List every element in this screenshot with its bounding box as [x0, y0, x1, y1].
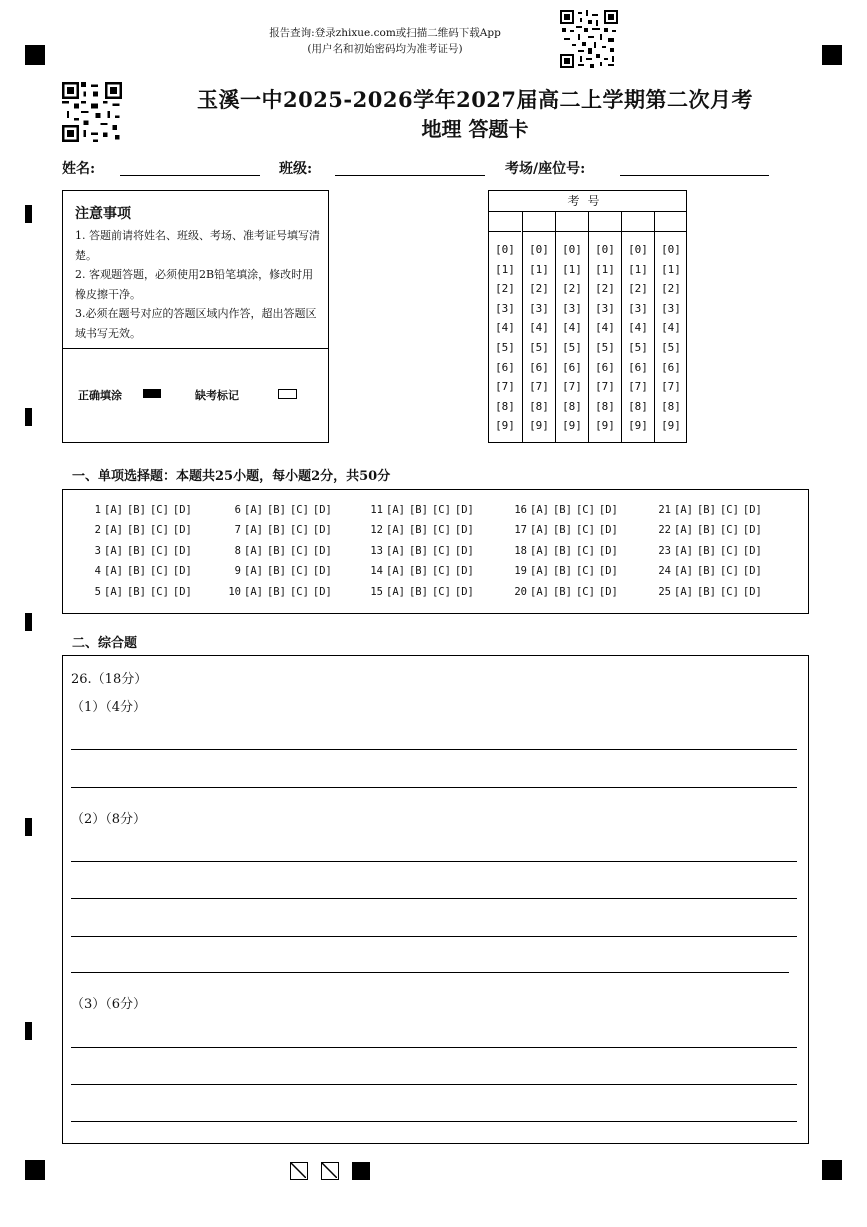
- choice-bubble[interactable]: [C]: [431, 524, 451, 536]
- exam-number-box: [488, 190, 687, 443]
- answer-line[interactable]: [71, 1047, 797, 1048]
- choice-bubble[interactable]: [A]: [674, 545, 693, 557]
- choice-bubble[interactable]: [C]: [289, 524, 309, 536]
- choice-bubble[interactable]: [A]: [104, 545, 123, 557]
- choice-question-row: [83, 586, 196, 598]
- choice-bubble[interactable]: [D]: [312, 565, 332, 577]
- exam-digit-bubble[interactable]: [0]: [595, 243, 615, 256]
- exam-digit-bubble[interactable]: [2]: [562, 282, 582, 296]
- exam-digit-bubble[interactable]: [8]: [495, 399, 515, 413]
- corner-mark-top-right: [822, 45, 842, 65]
- choice-bubble[interactable]: [D]: [454, 524, 474, 536]
- choice-bubble[interactable]: [C]: [719, 524, 739, 536]
- part-1-label: （1）（4分）: [71, 700, 147, 715]
- choice-bubble[interactable]: [D]: [172, 565, 192, 577]
- exam-number-header: 考号: [489, 191, 686, 212]
- exam-digit-bubble[interactable]: [8]: [529, 399, 549, 413]
- exam-digit-bubble[interactable]: [4]: [495, 321, 515, 335]
- page-subtitle: 地理 答题卡: [421, 117, 529, 141]
- page-mark-slashed-box-icon: [290, 1162, 308, 1180]
- question-number: 17: [514, 524, 527, 536]
- choice-bubble[interactable]: [B]: [552, 565, 572, 577]
- choice-bubble[interactable]: [D]: [312, 586, 332, 598]
- exam-number-write-cell[interactable]: [655, 211, 687, 232]
- choice-bubble[interactable]: [D]: [598, 565, 618, 577]
- choice-bubble[interactable]: [C]: [575, 545, 595, 557]
- answer-line[interactable]: [71, 1084, 797, 1085]
- exam-digit-bubble[interactable]: [6]: [595, 360, 615, 374]
- side-mark: [25, 205, 32, 223]
- choice-bubble[interactable]: [A]: [244, 524, 263, 536]
- side-mark: [25, 613, 32, 631]
- notice-rule-3: 3.必须在题号对应的答题区域内作答，超出答题区域书写无效。: [75, 307, 317, 340]
- choice-bubble[interactable]: [A]: [104, 504, 123, 516]
- choice-bubble[interactable]: [B]: [408, 565, 428, 577]
- absent-mark-checkbox[interactable]: [278, 389, 297, 399]
- choice-bubble[interactable]: [B]: [126, 524, 146, 536]
- choice-bubble[interactable]: [B]: [408, 524, 428, 536]
- choice-bubble[interactable]: [D]: [598, 504, 618, 516]
- exam-digit-bubble[interactable]: [4]: [628, 321, 648, 335]
- choice-bubble[interactable]: [C]: [431, 586, 451, 598]
- answer-line[interactable]: [71, 898, 797, 899]
- question-number: 2: [94, 524, 101, 536]
- exam-digit-bubble[interactable]: [0]: [495, 243, 515, 256]
- exam-digit-bubble[interactable]: [7]: [628, 380, 648, 394]
- question-number: 24: [658, 565, 671, 577]
- choice-question-row: [223, 545, 336, 557]
- exam-digit-bubble[interactable]: [4]: [595, 321, 615, 335]
- choice-bubble[interactable]: [D]: [312, 504, 332, 516]
- question-number: 6: [234, 504, 241, 516]
- choice-bubble[interactable]: [B]: [126, 545, 146, 557]
- name-field[interactable]: [120, 175, 260, 176]
- class-field[interactable]: [335, 175, 485, 176]
- exam-digit-bubble[interactable]: [1]: [628, 262, 648, 276]
- exam-number-column: [489, 211, 521, 442]
- choice-bubble[interactable]: [A]: [386, 524, 405, 536]
- choice-bubble[interactable]: [B]: [126, 504, 146, 516]
- choice-bubble[interactable]: [C]: [719, 545, 739, 557]
- choice-bubble[interactable]: [C]: [149, 586, 169, 598]
- choice-question-row: [365, 565, 478, 577]
- answer-line[interactable]: [71, 1121, 797, 1122]
- exam-digit-bubble[interactable]: [3]: [495, 301, 515, 315]
- choice-bubble[interactable]: [C]: [431, 504, 451, 516]
- notice-divider: [63, 348, 328, 349]
- choice-bubble[interactable]: [D]: [454, 545, 474, 557]
- question-number: 25: [658, 586, 671, 598]
- choice-bubble[interactable]: [C]: [431, 565, 451, 577]
- exam-digit-bubble[interactable]: [1]: [661, 262, 681, 276]
- exam-digit-bubble[interactable]: [6]: [529, 360, 549, 374]
- choice-bubble[interactable]: [D]: [742, 524, 762, 536]
- answer-line[interactable]: [71, 972, 789, 973]
- choice-bubble[interactable]: [A]: [530, 504, 549, 516]
- exam-digit-bubble[interactable]: [3]: [529, 301, 549, 315]
- section2-title: 二、综合题: [72, 636, 138, 651]
- choice-bubble[interactable]: [A]: [674, 586, 693, 598]
- exam-digit-bubble[interactable]: [5]: [562, 341, 582, 354]
- choice-bubble[interactable]: [B]: [408, 586, 428, 598]
- question-number: 10: [228, 586, 241, 598]
- choice-bubble[interactable]: [A]: [386, 586, 405, 598]
- choice-bubble[interactable]: [B]: [266, 565, 286, 577]
- choice-bubble[interactable]: [C]: [289, 565, 309, 577]
- report-line-1: 报告查询:登录zhixue.com或扫描二维码下载App: [269, 27, 501, 39]
- exam-digit-bubble[interactable]: [8]: [628, 399, 648, 413]
- exam-digit-bubble[interactable]: [1]: [562, 262, 582, 276]
- choice-question-row: [653, 504, 766, 516]
- question-number: 12: [370, 524, 383, 536]
- choice-bubble[interactable]: [C]: [149, 504, 169, 516]
- exam-digit-bubble[interactable]: [4]: [661, 321, 681, 335]
- exam-digit-bubble[interactable]: [0]: [661, 243, 681, 256]
- choice-bubble[interactable]: [B]: [696, 586, 716, 598]
- exam-digit-bubble[interactable]: [2]: [628, 282, 648, 296]
- notice-rule-1: 1. 答题前请将姓名、班级、考场、准考证号填写清楚。: [75, 229, 320, 262]
- exam-digit-bubble[interactable]: [5]: [595, 341, 615, 354]
- report-line-2: (用户名和初始密码均为准考证号): [307, 43, 463, 55]
- choice-bubble[interactable]: [A]: [244, 504, 263, 516]
- choice-bubble[interactable]: [D]: [454, 504, 474, 516]
- choice-bubble[interactable]: [A]: [386, 565, 405, 577]
- choice-bubble[interactable]: [C]: [719, 586, 739, 598]
- exam-digit-bubble[interactable]: [9]: [628, 419, 648, 433]
- choice-question-row: [509, 586, 622, 598]
- choice-bubble[interactable]: [B]: [126, 586, 146, 598]
- choice-question-row: [223, 504, 336, 516]
- choice-bubble[interactable]: [B]: [266, 586, 286, 598]
- page-mark-slashed-box-icon: [321, 1162, 339, 1180]
- choice-bubble[interactable]: [A]: [530, 586, 549, 598]
- question-number: 18: [514, 545, 527, 557]
- choice-bubble[interactable]: [D]: [742, 504, 762, 516]
- choice-question-row: [509, 524, 622, 536]
- choice-question-row: [653, 545, 766, 557]
- multiple-choice-box: [62, 489, 809, 614]
- exam-number-column: [555, 211, 588, 442]
- exam-digit-bubble[interactable]: [5]: [661, 341, 681, 354]
- exam-number-write-cell[interactable]: [556, 211, 588, 232]
- choice-bubble[interactable]: [A]: [674, 565, 693, 577]
- choice-question-row: [365, 504, 478, 516]
- choice-question-row: [223, 565, 336, 577]
- choice-question-row: [653, 586, 766, 598]
- exam-digit-bubble[interactable]: [2]: [495, 282, 515, 296]
- exam-digit-bubble[interactable]: [2]: [529, 282, 549, 296]
- choice-bubble[interactable]: [C]: [575, 565, 595, 577]
- question-number: 23: [658, 545, 671, 557]
- exam-digit-bubble[interactable]: [6]: [661, 360, 681, 374]
- exam-digit-bubble[interactable]: [6]: [495, 360, 515, 374]
- choice-bubble[interactable]: [B]: [266, 545, 286, 557]
- choice-question-row: [509, 565, 622, 577]
- exam-digit-bubble[interactable]: [0]: [529, 243, 549, 256]
- page-title: 玉溪一中2025-2026学年2027届高二上学期第二次月考: [196, 87, 754, 112]
- choice-bubble[interactable]: [A]: [386, 545, 405, 557]
- choice-bubble[interactable]: [A]: [244, 565, 263, 577]
- exam-digit-bubble[interactable]: [1]: [595, 262, 615, 276]
- exam-digit-bubble[interactable]: [7]: [562, 380, 582, 394]
- choice-bubble[interactable]: [B]: [552, 524, 572, 536]
- question-number: 13: [370, 545, 383, 557]
- seat-field[interactable]: [620, 175, 769, 176]
- section1-title: 一、单项选择题：本题共25小题，每小题2分，共50分: [72, 469, 391, 484]
- choice-bubble[interactable]: [B]: [408, 504, 428, 516]
- choice-bubble[interactable]: [C]: [719, 504, 739, 516]
- question-number: 7: [234, 524, 241, 536]
- exam-digit-bubble[interactable]: [4]: [529, 321, 549, 335]
- exam-number-column: [621, 211, 654, 442]
- choice-question-row: [509, 504, 622, 516]
- notice-rule-2: 2. 客观题答题，必须使用2B铅笔填涂，修改时用橡皮擦干净。: [75, 268, 314, 301]
- choice-bubble[interactable]: [C]: [289, 545, 309, 557]
- name-label: 姓名:: [62, 161, 96, 177]
- choice-bubble[interactable]: [C]: [431, 545, 451, 557]
- exam-digit-bubble[interactable]: [1]: [495, 262, 515, 276]
- choice-question-row: [83, 524, 196, 536]
- absent-mark-label: 缺考标记: [195, 389, 239, 402]
- exam-digit-bubble[interactable]: [7]: [495, 380, 515, 394]
- side-mark: [25, 1022, 32, 1040]
- qr-code-top-icon: [560, 10, 618, 68]
- question-number: 9: [234, 565, 241, 577]
- choice-bubble[interactable]: [A]: [104, 565, 123, 577]
- class-label: 班级:: [279, 161, 313, 177]
- exam-digit-bubble[interactable]: [3]: [562, 301, 582, 315]
- exam-number-write-cell[interactable]: [523, 211, 555, 232]
- choice-bubble[interactable]: [C]: [575, 586, 595, 598]
- question-number: 16: [514, 504, 527, 516]
- question-number: 8: [234, 545, 241, 557]
- choice-bubble[interactable]: [A]: [674, 524, 693, 536]
- choice-bubble[interactable]: [B]: [552, 586, 572, 598]
- exam-number-column: [588, 211, 621, 442]
- exam-digit-bubble[interactable]: [5]: [529, 341, 549, 354]
- exam-digit-bubble[interactable]: [4]: [562, 321, 582, 335]
- exam-digit-bubble[interactable]: [3]: [595, 301, 615, 315]
- exam-digit-bubble[interactable]: [1]: [529, 262, 549, 276]
- exam-number-write-cell[interactable]: [589, 211, 621, 232]
- choice-bubble[interactable]: [D]: [312, 545, 332, 557]
- choice-bubble[interactable]: [D]: [742, 545, 762, 557]
- choice-bubble[interactable]: [D]: [172, 545, 192, 557]
- choice-bubble[interactable]: [B]: [266, 504, 286, 516]
- choice-bubble[interactable]: [C]: [149, 524, 169, 536]
- choice-question-row: [365, 586, 478, 598]
- exam-digit-bubble[interactable]: [9]: [529, 419, 549, 433]
- choice-bubble[interactable]: [C]: [575, 504, 595, 516]
- choice-bubble[interactable]: [A]: [104, 524, 123, 536]
- exam-digit-bubble[interactable]: [8]: [595, 399, 615, 413]
- question-number: 11: [370, 504, 383, 516]
- choice-bubble[interactable]: [B]: [552, 504, 572, 516]
- correct-fill-sample: [143, 389, 161, 398]
- choice-bubble[interactable]: [A]: [244, 545, 263, 557]
- report-query-note: [0, 25, 770, 57]
- exam-digit-bubble[interactable]: [3]: [628, 301, 648, 315]
- exam-digit-bubble[interactable]: [8]: [562, 399, 582, 413]
- choice-bubble[interactable]: [B]: [266, 524, 286, 536]
- choice-bubble[interactable]: [D]: [598, 524, 618, 536]
- choice-bubble[interactable]: [C]: [149, 565, 169, 577]
- choice-bubble[interactable]: [A]: [244, 586, 263, 598]
- qr-code-left-icon: [62, 82, 122, 142]
- question-number: 22: [658, 524, 671, 536]
- exam-digit-bubble[interactable]: [9]: [661, 419, 681, 433]
- exam-digit-bubble[interactable]: [8]: [661, 399, 681, 413]
- exam-digit-bubble[interactable]: [6]: [562, 360, 582, 374]
- question-number: 15: [370, 586, 383, 598]
- part-2-label: （2）（8分）: [71, 812, 147, 827]
- side-mark: [25, 408, 32, 426]
- choice-question-row: [223, 524, 336, 536]
- choice-bubble[interactable]: [A]: [530, 545, 549, 557]
- choice-bubble[interactable]: [C]: [575, 524, 595, 536]
- choice-bubble[interactable]: [D]: [742, 565, 762, 577]
- answer-line[interactable]: [71, 936, 797, 937]
- choice-bubble[interactable]: [A]: [530, 565, 549, 577]
- choice-question-row: [223, 586, 336, 598]
- exam-number-column: [522, 211, 555, 442]
- exam-digit-bubble[interactable]: [0]: [628, 243, 648, 256]
- question-number: 19: [514, 565, 527, 577]
- choice-question-row: [653, 565, 766, 577]
- choice-bubble[interactable]: [A]: [386, 504, 405, 516]
- answer-line[interactable]: [71, 787, 797, 788]
- seat-label: 考场/座位号:: [505, 161, 586, 177]
- choice-bubble[interactable]: [C]: [719, 565, 739, 577]
- page-mark-filled-box: [352, 1162, 370, 1180]
- choice-bubble[interactable]: [A]: [104, 586, 123, 598]
- question-number: 20: [514, 586, 527, 598]
- essay-box: [62, 655, 809, 1144]
- exam-digit-bubble[interactable]: [5]: [628, 341, 648, 354]
- exam-number-column: [654, 211, 687, 442]
- choice-bubble[interactable]: [B]: [552, 545, 572, 557]
- choice-question-row: [365, 524, 478, 536]
- exam-digit-bubble[interactable]: [7]: [529, 380, 549, 394]
- question-number: 5: [94, 586, 101, 598]
- answer-line[interactable]: [71, 861, 797, 862]
- choice-question-row: [653, 524, 766, 536]
- answer-line[interactable]: [71, 749, 797, 750]
- choice-bubble[interactable]: [C]: [149, 545, 169, 557]
- choice-bubble[interactable]: [B]: [696, 524, 716, 536]
- choice-bubble[interactable]: [D]: [742, 586, 762, 598]
- choice-bubble[interactable]: [D]: [172, 504, 192, 516]
- question-number: 1: [94, 504, 101, 516]
- choice-bubble[interactable]: [B]: [408, 545, 428, 557]
- choice-bubble[interactable]: [A]: [530, 524, 549, 536]
- choice-bubble[interactable]: [B]: [126, 565, 146, 577]
- choice-bubble[interactable]: [D]: [172, 524, 192, 536]
- choice-question-row: [365, 545, 478, 557]
- correct-fill-label: 正确填涂: [78, 389, 122, 402]
- choice-bubble[interactable]: [B]: [696, 504, 716, 516]
- choice-question-row: [83, 504, 196, 516]
- corner-mark-bottom-right: [822, 1160, 842, 1180]
- choice-question-row: [83, 565, 196, 577]
- exam-digit-bubble[interactable]: [9]: [562, 419, 582, 433]
- exam-digit-bubble[interactable]: [2]: [595, 282, 615, 296]
- part-3-label: （3）（6分）: [71, 997, 147, 1012]
- exam-digit-bubble[interactable]: [6]: [628, 360, 648, 374]
- question-number: 4: [94, 565, 101, 577]
- exam-digit-bubble[interactable]: [3]: [661, 301, 681, 315]
- choice-bubble[interactable]: [C]: [289, 586, 309, 598]
- choice-bubble[interactable]: [A]: [674, 504, 693, 516]
- choice-bubble[interactable]: [D]: [454, 586, 474, 598]
- question-number: 3: [94, 545, 101, 557]
- choice-bubble[interactable]: [D]: [598, 586, 618, 598]
- question-number: 21: [658, 504, 671, 516]
- exam-digit-bubble[interactable]: [0]: [562, 243, 582, 256]
- exam-number-write-cell[interactable]: [622, 211, 654, 232]
- exam-digit-bubble[interactable]: [9]: [595, 419, 615, 433]
- question-26-label: 26.（18分）: [71, 672, 148, 687]
- exam-digit-bubble[interactable]: [5]: [495, 341, 515, 354]
- choice-bubble[interactable]: [D]: [598, 545, 618, 557]
- question-number: 14: [370, 565, 383, 577]
- exam-digit-bubble[interactable]: [9]: [495, 419, 515, 433]
- exam-digit-bubble[interactable]: [7]: [595, 380, 615, 394]
- choice-bubble[interactable]: [C]: [289, 504, 309, 516]
- side-mark: [25, 818, 32, 836]
- choice-bubble[interactable]: [B]: [696, 565, 716, 577]
- notice-title: 注意事项: [75, 206, 131, 222]
- choice-question-row: [509, 545, 622, 557]
- choice-question-row: [83, 545, 196, 557]
- notice-box: [62, 190, 329, 443]
- choice-bubble[interactable]: [B]: [696, 545, 716, 557]
- choice-bubble[interactable]: [D]: [172, 586, 192, 598]
- exam-number-write-cell[interactable]: [489, 211, 521, 232]
- corner-mark-bottom-left: [25, 1160, 45, 1180]
- choice-bubble[interactable]: [D]: [454, 565, 474, 577]
- choice-bubble[interactable]: [D]: [312, 524, 332, 536]
- exam-digit-bubble[interactable]: [7]: [661, 380, 681, 394]
- exam-digit-bubble[interactable]: [2]: [661, 282, 681, 296]
